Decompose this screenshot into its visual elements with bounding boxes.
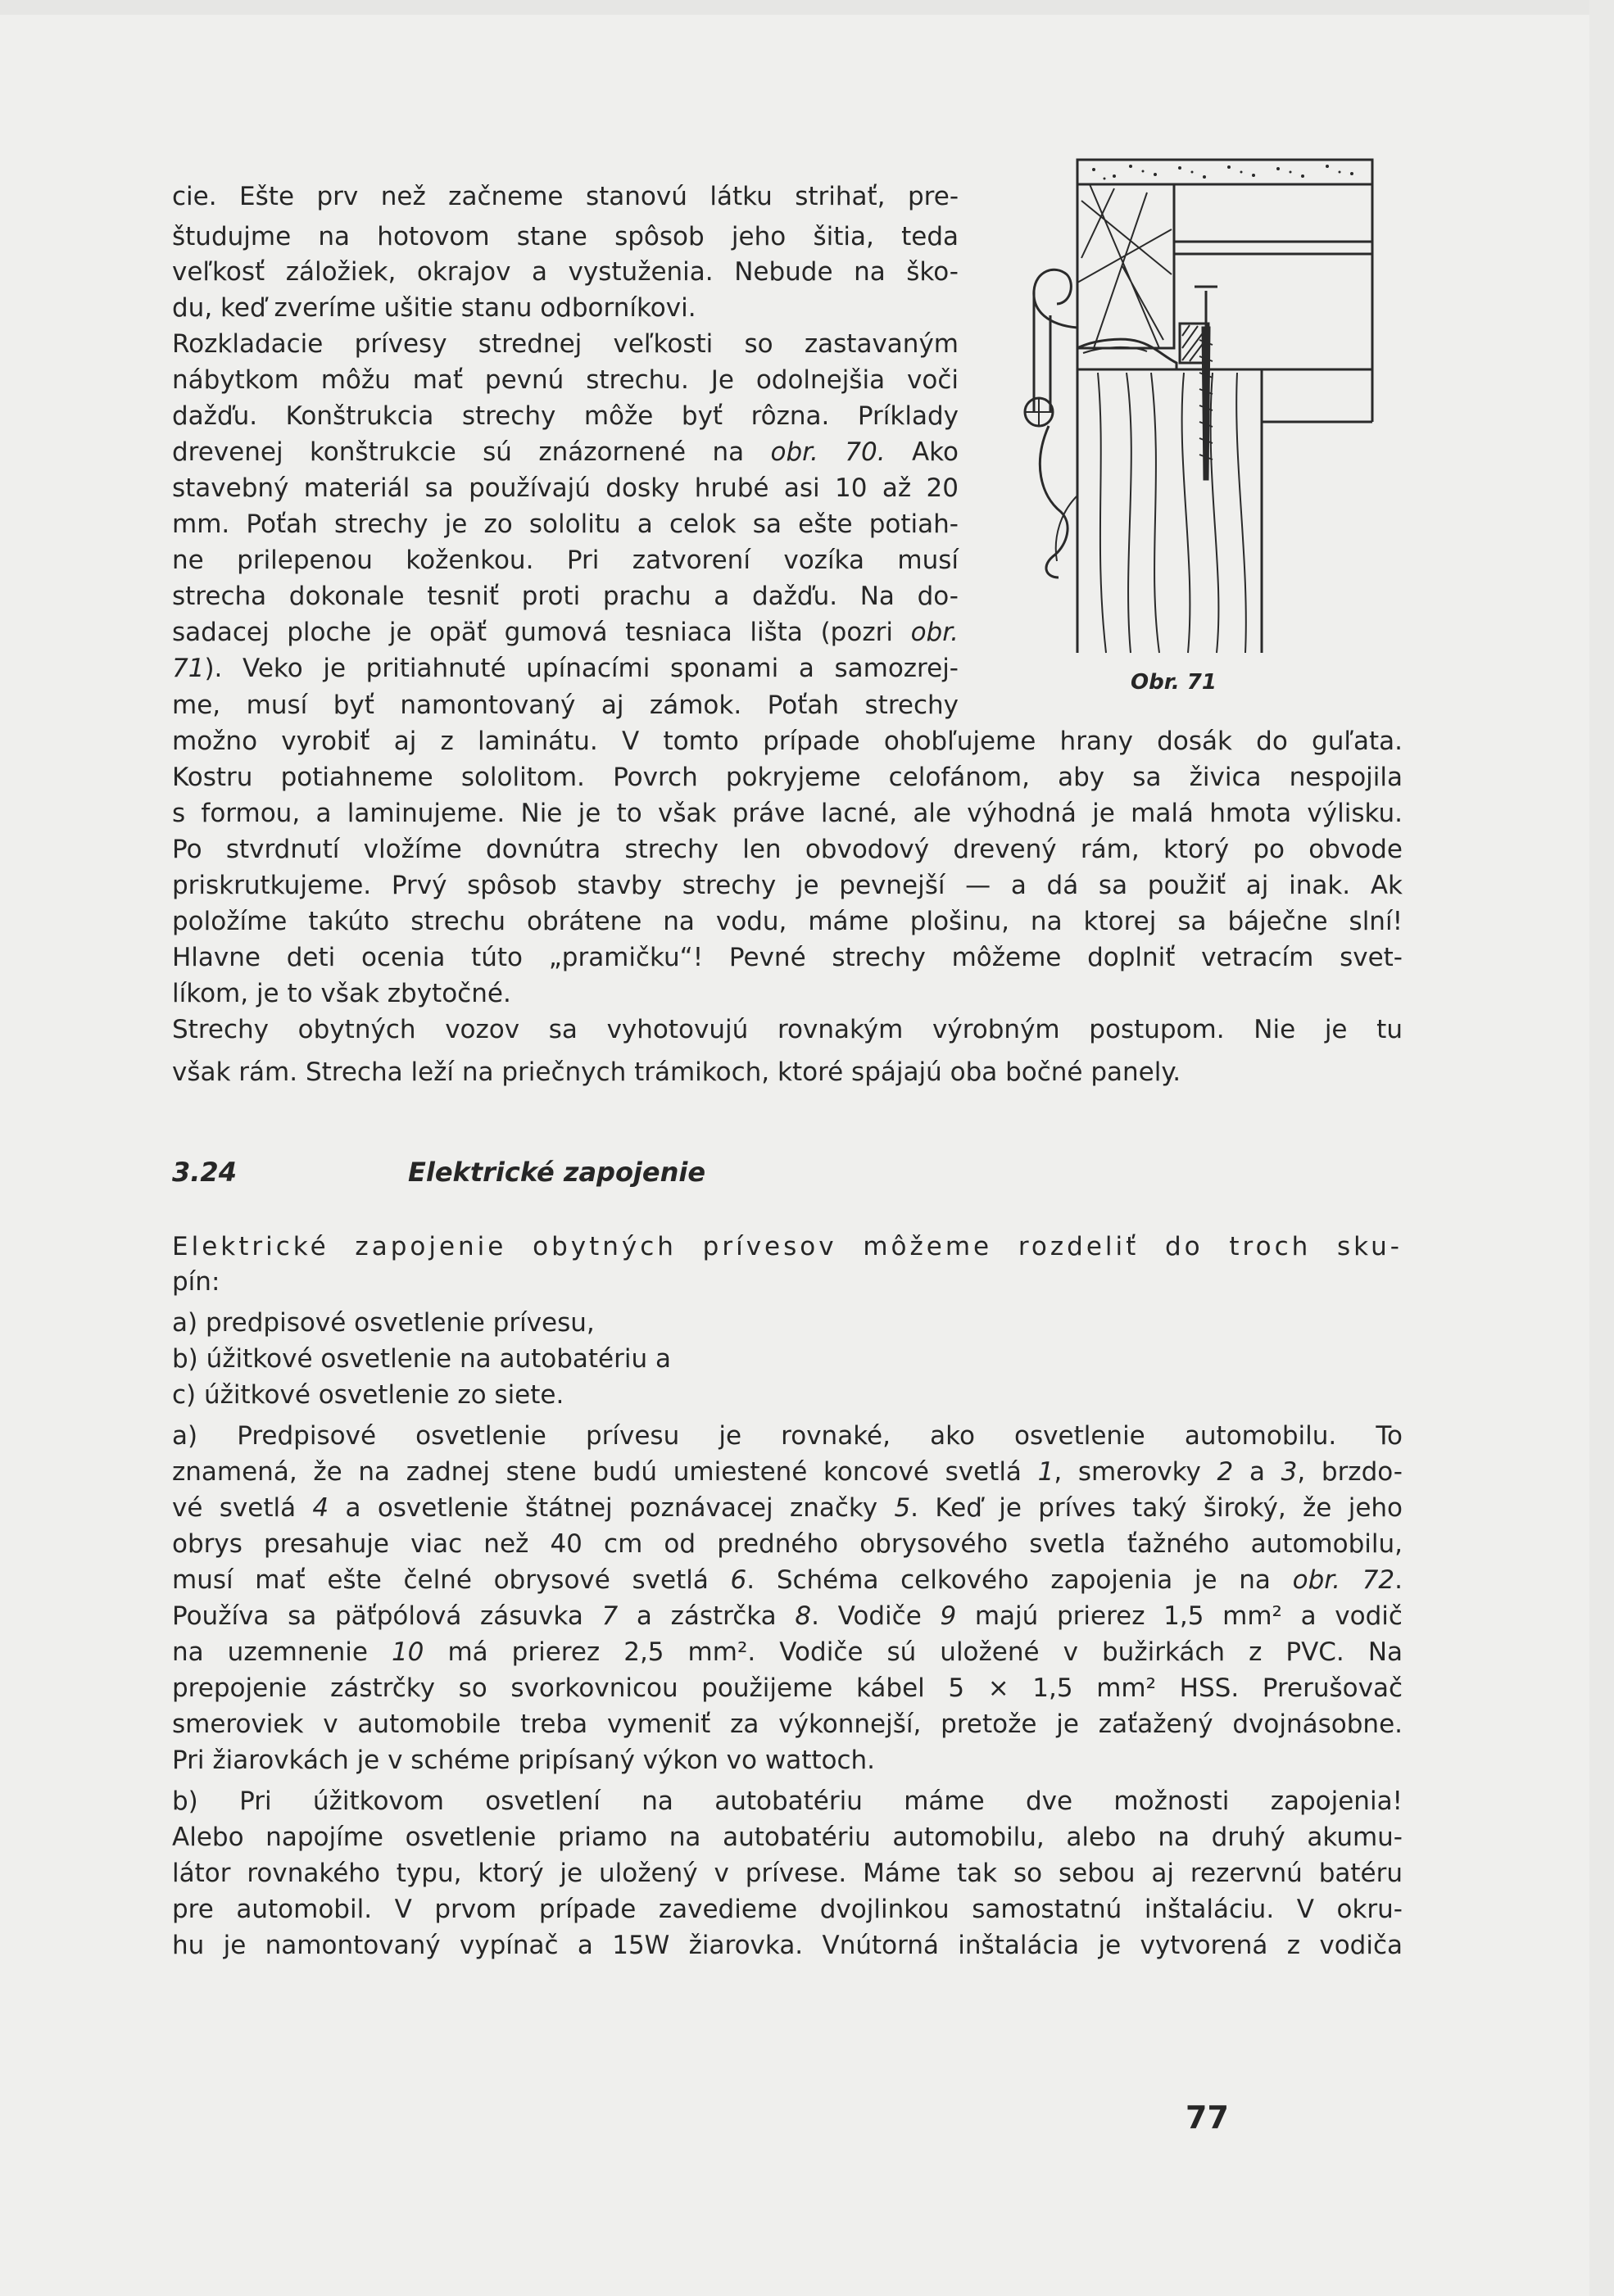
text-line: Rozkladacie prívesy strednej veľkosti so zastavaným [172,329,959,359]
text-line: dažďu. Konštrukcia strechy môže byť rôzna. Príklady [172,401,959,431]
page-number: 77 [1186,2099,1229,2135]
text-line: musí mať ešte čelné obrysové svetlá 6. Schéma celkového zapojenia je na obr. 72. [172,1565,1403,1595]
text-line: a) Predpisové osvetlenie prívesu je rovnaké, ako osvetlenie automobilu. To [172,1421,1403,1451]
roof-seal-cross-section-drawing [1016,152,1376,684]
text-line: obrys presahuje viac než 40 cm od predného obrysového svetla ťažného automobilu, [172,1529,1403,1559]
text-line: Strechy obytných vozov sa vyhotovujú rovnakým výrobným postupom. Nie je tu [172,1015,1403,1044]
text-line: s formou, a laminujeme. Nie je to však práve lacné, ale výhodná je malá hmota výlisku. [172,799,1403,828]
text-line: Elektrické zapojenie obytných prívesov môžeme rozdeliť do troch sku- [172,1232,1403,1261]
text-line: Používa sa päťpólová zásuvka 7 a zástrčka 8. Vodiče 9 majú prierez 1,5 mm² a vodič [172,1601,1403,1631]
text-line: priskrutkujeme. Prvý spôsob stavby strechy je pevnejší — a dá sa použiť aj inak. Ak [172,871,1403,900]
text-line: stavebný materiál sa používajú dosky hrubé asi 10 až 20 [172,473,959,503]
text-line: na uzemnenie 10 má prierez 2,5 mm². Vodiče sú uložené v bužirkách z PVC. Na [172,1637,1403,1667]
text-line: drevenej konštrukcie sú znázornené na obr. 70. Ako [172,437,959,467]
text-line: mm. Poťah strechy je zo sololitu a celok sa ešte potiah- [172,509,959,539]
text-line: znamená, že na zadnej stene budú umiestené koncové svetlá 1, smerovky 2 a 3, brzdo- [172,1457,1403,1487]
text-line: pín: [172,1267,220,1297]
text-line: nábytkom môžu mať pevnú strechu. Je odolnejšia voči [172,365,959,395]
text-line: prepojenie zástrčky so svorkovnicou použijeme kábel 5 × 1,5 mm² HSS. Prerušovač [172,1673,1403,1703]
text-line: vé svetlá 4 a osvetlenie štátnej poznávacej značky 5. Keď je príves taký široký, že jeho [172,1493,1403,1523]
text-line: však rám. Strecha leží na priečnych trámikoch, ktoré spájajú oba bočné panely. [172,1057,1181,1087]
text-line: me, musí byť namontovaný aj zámok. Poťah strechy [172,691,959,720]
text-line: sadacej ploche je opäť gumová tesniaca lišta (pozri obr. [172,618,959,647]
text-line: možno vyrobiť aj z laminátu. V tomto prípade ohobľujeme hrany dosák do guľata. [172,727,1403,756]
text-line: 71). Veko je pritiahnuté upínacími sponami a samozrej- [172,654,959,683]
text-line: b) Pri úžitkovom osvetlení na autobatériu máme dve možnosti zapojenia! [172,1787,1403,1816]
text-line: ne prilepenou koženkou. Pri zatvorení vozíka musí [172,546,959,575]
list-item: a) predpisové osvetlenie prívesu, [172,1308,595,1338]
text-line: Hlavne deti ocenia túto „pramičku“! Pevné strechy môžeme doplniť vetracím svet- [172,943,1403,972]
text-line: Kostru potiahneme sololitom. Povrch pokryjeme celofánom, aby sa živica nespojila [172,763,1403,792]
text-line: položíme takúto strechu obrátene na vodu, máme plošinu, na ktorej sa báječne slní! [172,907,1403,936]
text-line: látor rovnakého typu, ktorý je uložený v prívese. Máme tak so sebou aj rezervnú batéru [172,1859,1403,1888]
list-item: c) úžitkové osvetlenie zo siete. [172,1380,564,1410]
text-line: študujme na hotovom stane spôsob jeho šitia, teda [172,222,959,251]
text-line: Pri žiarovkách je v schéme pripísaný výkon vo wattoch. [172,1746,876,1775]
text-line: smeroviek v automobile treba vymeniť za výkonnejší, pretože je zaťažený dvojnásobne. [172,1710,1403,1739]
text-line: pre automobil. V prvom prípade zavedieme dvojlinkou samostatnú inštaláciu. V okru- [172,1895,1403,1924]
text-line: Po stvrdnutí vložíme dovnútra strechy len obvodový drevený rám, ktorý po obvode [172,835,1403,864]
text-line: líkom, je to však zbytočné. [172,979,511,1008]
text-line: du, keď zveríme ušitie stanu odborníkovi. [172,293,696,323]
text-line: veľkosť záložiek, okrajov a vystuženia. Nebude na ško- [172,257,959,287]
figure-caption: Obr. 71 [1131,670,1217,695]
text-line: hu je namontovaný vypínač a 15W žiarovka. Vnútorná inštalácia je vytvorená z vodiča [172,1931,1403,1960]
text-line: strecha dokonale tesniť proti prachu a dažďu. Na do- [172,582,959,611]
list-item: b) úžitkové osvetlenie na autobatériu a [172,1344,671,1374]
text-line: cie. Ešte prv než začneme stanovú látku strihať, pre- [172,182,959,211]
section-title: Elektrické zapojenie [408,1157,706,1188]
section-number: 3.24 [172,1157,237,1188]
text-line: Alebo napojíme osvetlenie priamo na autobatériu automobilu, alebo na druhý akumu- [172,1823,1403,1852]
